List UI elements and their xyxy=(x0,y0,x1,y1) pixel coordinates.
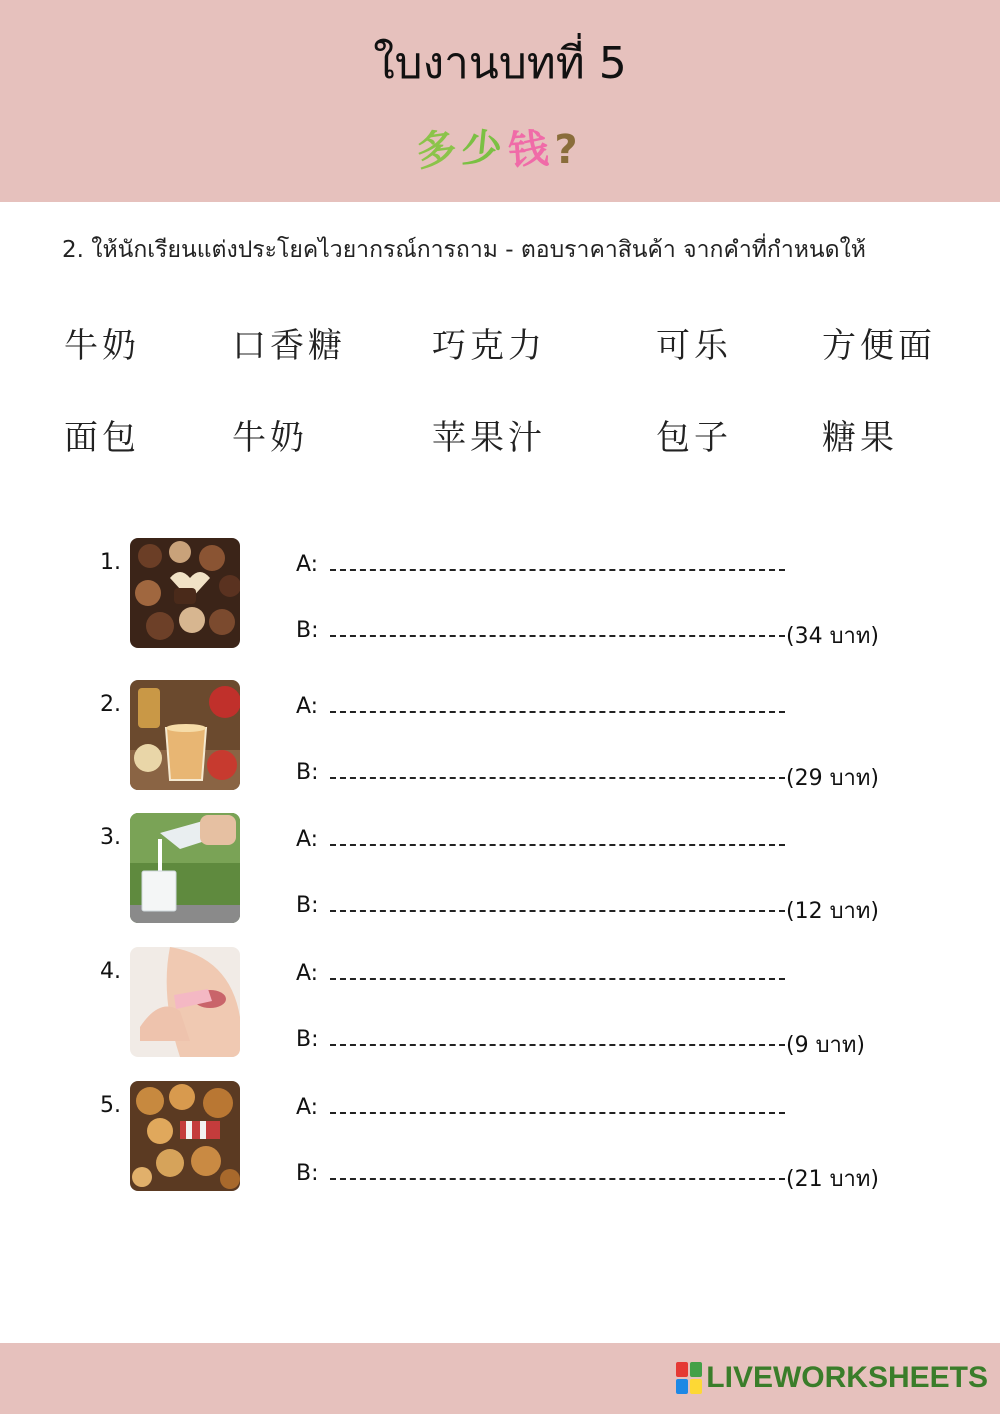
answer-line-b[interactable] xyxy=(296,1027,785,1052)
word-bank-item: 口香糖 xyxy=(232,326,346,366)
blank-line[interactable] xyxy=(330,553,785,571)
brand-name: LIVEWORKSHEETS xyxy=(706,1361,988,1394)
subtitle-char: 多 xyxy=(413,123,466,176)
blank-line[interactable] xyxy=(330,962,785,980)
answer-line-b[interactable] xyxy=(296,893,785,918)
word-bank-item: 牛奶 xyxy=(64,326,140,366)
instruction-text: 2. ให้นักเรียนแต่งประโยคไวยากรณ์การถาม - ตอบราคาสินค้า จากคำที่กำหนดให้ xyxy=(62,237,866,263)
header-banner xyxy=(0,0,1000,202)
subtitle-char: 钱 xyxy=(507,125,557,175)
brand-link[interactable] xyxy=(676,1361,988,1395)
price-label: (12 บาท) xyxy=(786,899,879,924)
exercise-item xyxy=(96,813,916,929)
price-label: (9 บาท) xyxy=(786,1033,865,1058)
price-label: (29 บาท) xyxy=(786,766,879,791)
exercise-item xyxy=(96,538,916,654)
word-bank-item: 苹果汁 xyxy=(432,418,546,458)
bread-basket-image xyxy=(130,1081,240,1191)
word-bank-item: 包子 xyxy=(656,418,732,458)
exercise-item xyxy=(96,680,916,796)
line-label: A: xyxy=(296,552,319,577)
chewing-gum-image xyxy=(130,947,240,1057)
answer-line-b[interactable] xyxy=(296,618,785,643)
subtitle-char: 少 xyxy=(459,124,511,176)
line-label: A: xyxy=(296,694,319,719)
price-label: (21 บาท) xyxy=(786,1167,879,1192)
answer-line-a[interactable] xyxy=(296,694,785,719)
exercise-number: 3. xyxy=(100,825,121,850)
blank-line[interactable] xyxy=(330,1096,785,1114)
exercise-item xyxy=(96,947,916,1063)
blank-line[interactable] xyxy=(330,619,785,637)
answer-line-b[interactable] xyxy=(296,760,785,785)
milk-image xyxy=(130,813,240,923)
word-bank-item: 面包 xyxy=(64,418,140,458)
exercise-number: 5. xyxy=(100,1093,121,1118)
subtitle-char: ? xyxy=(554,127,584,173)
line-label: A: xyxy=(296,1095,319,1120)
exercise-number: 4. xyxy=(100,959,121,984)
liveworksheets-logo-icon xyxy=(676,1362,702,1394)
line-label: A: xyxy=(296,961,319,986)
exercise-number: 1. xyxy=(100,550,121,575)
answer-line-a[interactable] xyxy=(296,552,785,577)
subtitle-how-much-money xyxy=(0,118,1000,175)
page-title: ใบงานบทที่ 5 xyxy=(373,38,627,89)
blank-line[interactable] xyxy=(330,894,785,912)
word-bank-item: 可乐 xyxy=(656,326,732,366)
apple-juice-image xyxy=(130,680,240,790)
line-label: A: xyxy=(296,827,319,852)
answer-line-a[interactable] xyxy=(296,961,785,986)
word-bank-item: 糖果 xyxy=(822,418,898,458)
answer-line-a[interactable] xyxy=(296,827,785,852)
answer-line-b[interactable] xyxy=(296,1161,785,1186)
chocolates-image xyxy=(130,538,240,648)
line-label: B: xyxy=(296,618,319,643)
price-label: (34 บาท) xyxy=(786,624,879,649)
blank-line[interactable] xyxy=(330,1162,785,1180)
blank-line[interactable] xyxy=(330,695,785,713)
blank-line[interactable] xyxy=(330,828,785,846)
blank-line[interactable] xyxy=(330,761,785,779)
exercise-number: 2. xyxy=(100,692,121,717)
word-bank-item: 牛奶 xyxy=(232,418,308,458)
line-label: B: xyxy=(296,1027,319,1052)
word-bank-item: 巧克力 xyxy=(432,326,546,366)
exercise-item xyxy=(96,1081,916,1197)
line-label: B: xyxy=(296,760,319,785)
footer-banner xyxy=(0,1343,1000,1414)
line-label: B: xyxy=(296,893,319,918)
blank-line[interactable] xyxy=(330,1028,785,1046)
answer-line-a[interactable] xyxy=(296,1095,785,1120)
word-bank-item: 方便面 xyxy=(822,326,936,366)
line-label: B: xyxy=(296,1161,319,1186)
